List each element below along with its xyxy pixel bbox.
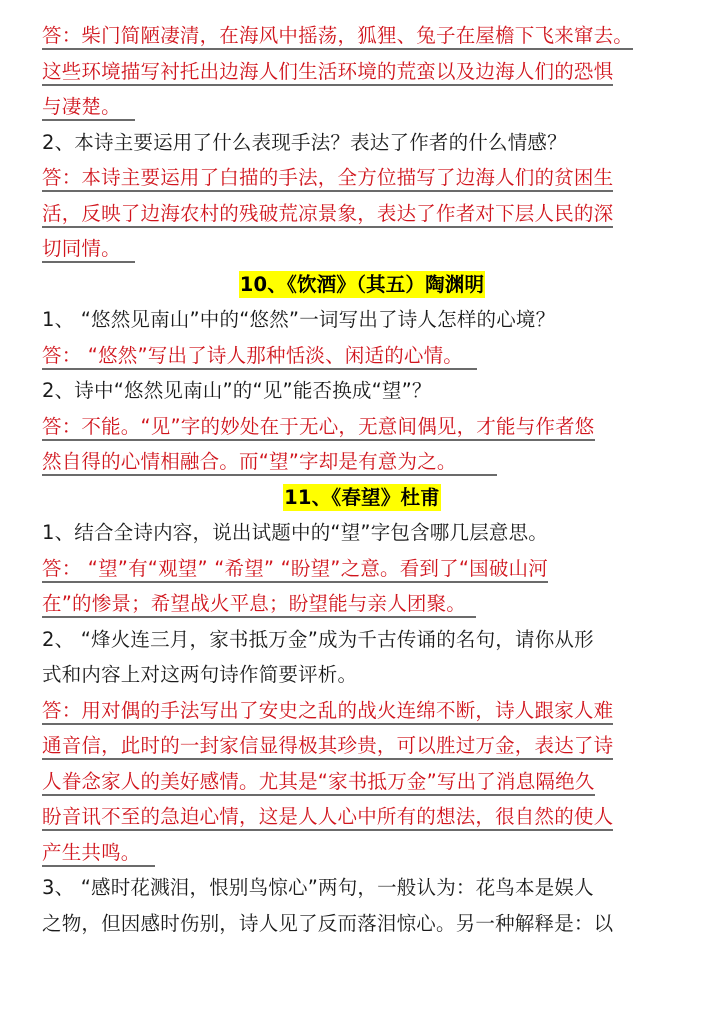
answer-line: 活，反映了边海农村的残破荒凉景象，表达了作者对下层人民的深 xyxy=(42,202,613,228)
answer-line: 答：本诗主要运用了白描的手法，全方位描写了边海人们的贫困生 xyxy=(42,166,613,192)
question-line: 2、诗中“悠然见南山”的“见”能否换成“望”？ xyxy=(42,379,432,402)
answer-line: 答：柴门简陋凄清，在海风中摇荡，狐狸、兔子在屋檐下飞来窜去。 xyxy=(42,24,633,50)
document-page xyxy=(42,18,682,941)
question-line: 2、本诗主要运用了什么表现手法？表达了作者的什么情感？ xyxy=(42,130,567,154)
question-line: 1、 “悠然见南山”中的“悠然”一词写出了诗人怎样的心境？ xyxy=(42,308,556,331)
answer-line: 人眷念家人的美好感情。尤其是“家书抵万金”写出了消息隔绝久 xyxy=(42,770,595,796)
answer-line: 这些环境描写衬托出边海人们生活环境的荒蛮以及边海人们的恐惧 xyxy=(42,60,613,86)
answer-block xyxy=(42,160,682,267)
answer-line: 答：不能。“见”字的妙处在于无心，无意间偶见，才能与作者悠 xyxy=(42,415,595,441)
heading-highlight: 11、《春望》杜甫 xyxy=(284,485,440,509)
question-line: 之物，但因感时伤别，诗人见了反而落泪惊心。另一种解释是：以 xyxy=(42,911,614,935)
section-heading xyxy=(42,267,682,303)
heading-highlight: 10、《饮酒》（其五）陶渊明 xyxy=(239,272,485,296)
answer-line: 与凄楚。 xyxy=(42,95,135,121)
answer-line: 答： “望”有“观望” “希望” “盼望”之意。看到了“国破山河 xyxy=(42,557,548,583)
answer-line: 在”的惨景；希望战火平息；盼望能与亲人团聚。 xyxy=(42,592,476,618)
answer-line: 答： “悠然”写出了诗人那种恬淡、闲适的心情。 xyxy=(42,344,477,370)
answer-line: 盼音讯不至的急迫心情，这是人人心中所有的想法，很自然的使人 xyxy=(42,805,613,831)
question-line: 1、结合全诗内容，说出试题中的“望”字包含哪几层意思。 xyxy=(42,521,549,544)
section-heading xyxy=(42,480,682,516)
answer-line: 然自得的心情相融合。而“望”字却是有意为之。 xyxy=(42,450,497,476)
answer-line: 切同情。 xyxy=(42,237,135,263)
answer-line: 产生共鸣。 xyxy=(42,841,155,867)
answer-block xyxy=(42,18,682,125)
answer-line: 答：用对偶的手法写出了安史之乱的战火连绵不断，诗人跟家人难 xyxy=(42,699,613,725)
question-line: 3、 “感时花溅泪，恨别鸟惊心”两句，一般认为：花鸟本是娱人 xyxy=(42,876,594,899)
question-line: 2、 “烽火连三月，家书抵万金”成为千古传诵的名句，请你从形 xyxy=(42,627,594,651)
question-line: 式和内容上对这两句诗作简要评析。 xyxy=(42,663,358,686)
answer-line: 通音信，此时的一封家信显得极其珍贵，可以胜过万金，表达了诗 xyxy=(42,734,613,760)
